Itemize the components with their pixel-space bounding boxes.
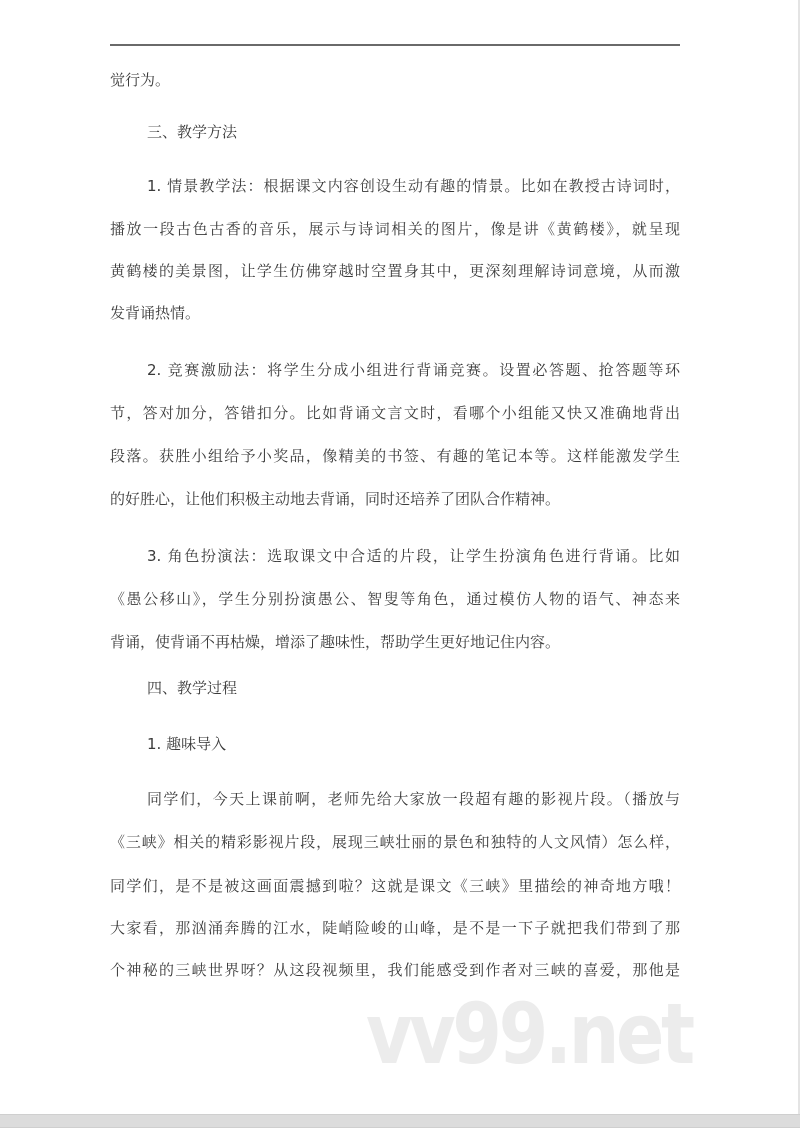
text-line: 觉行为。 bbox=[110, 71, 171, 89]
text-line: 3. 角色扮演法：选取课文中合适的片段，让学生扮演角色进行背诵。比如 bbox=[147, 547, 680, 565]
text-line: 2. 竞赛激励法：将学生分成小组进行背诵竞赛。设置必答题、抢答题等环 bbox=[147, 361, 680, 379]
section-heading: 四、教学过程 bbox=[147, 679, 238, 697]
text-line: 发背诵热情。 bbox=[110, 304, 201, 322]
watermark: vv99.net bbox=[366, 985, 692, 1083]
text-line: 大家看，那汹涌奔腾的江水，陡峭险峻的山峰，是不是一下子就把我们带到了那 bbox=[110, 919, 680, 937]
text-line: 《愚公移山》，学生分别扮演愚公、智叟等角色，通过模仿人物的语气、神态来 bbox=[110, 590, 680, 608]
text-line: 同学们，今天上课前啊，老师先给大家放一段超有趣的影视片段。（播放与 bbox=[147, 790, 680, 808]
text-line: 黄鹤楼的美景图，让学生仿佛穿越时空置身其中，更深刻理解诗词意境，从而激 bbox=[110, 262, 680, 280]
text-line: 段落。获胜小组给予小奖品，像精美的书签、有趣的笔记本等。这样能激发学生 bbox=[110, 447, 680, 465]
text-line: 《三峡》相关的精彩影视片段，展现三峡壮丽的景色和独特的人文风情）怎么样， bbox=[110, 833, 680, 851]
subsection-heading: 1. 趣味导入 bbox=[147, 735, 227, 753]
text-line: 播放一段古色古香的音乐，展示与诗词相关的图片，像是讲《黄鹤楼》，就呈现 bbox=[110, 220, 680, 238]
text-line: 背诵，使背诵不再枯燥，增添了趣味性，帮助学生更好地记住内容。 bbox=[110, 633, 561, 651]
text-line: 个神秘的三峡世界呀？从这段视频里，我们能感受到作者对三峡的喜爱，那他是 bbox=[110, 961, 680, 979]
page-separator-bar bbox=[0, 1114, 800, 1128]
text-line: 同学们，是不是被这画面震撼到啦？这就是课文《三峡》里描绘的神奇地方哦！ bbox=[110, 877, 680, 895]
text-line: 1. 情景教学法：根据课文内容创设生动有趣的情景。比如在教授古诗词时， bbox=[147, 177, 680, 195]
section-heading: 三、教学方法 bbox=[147, 123, 238, 141]
header-rule bbox=[110, 44, 680, 46]
text-line: 的好胜心，让他们积极主动地去背诵，同时还培养了团队合作精神。 bbox=[110, 490, 561, 508]
text-line: 节，答对加分，答错扣分。比如背诵文言文时，看哪个小组能又快又准确地背出 bbox=[110, 404, 680, 422]
